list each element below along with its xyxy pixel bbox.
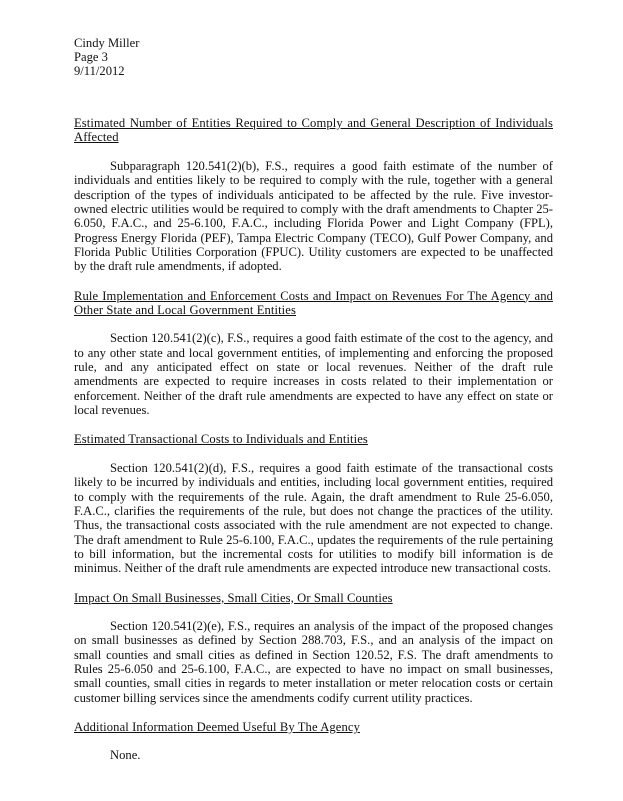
recipient-name: Cindy Miller (74, 36, 140, 50)
section-title: Impact On Small Businesses, Small Cities, Or Small Counties (74, 590, 393, 605)
section-title: Estimated Number of Entities Required to Comply and General Description of Individuals Affected (74, 116, 553, 145)
section-transactional-costs (74, 432, 553, 575)
section-body: None. (110, 748, 141, 763)
section-title: Rule Implementation and Enforcement Costs and Impact on Revenues For The Agency and Other State and Local Government Entities (74, 288, 553, 317)
section-title: Additional Information Deemed Useful By The Agency (74, 720, 360, 735)
page-number: Page 3 (74, 50, 108, 64)
section-body: Section 120.541(2)(c), F.S., requires a good faith estimate of the cost to the agency, and to any other state and local government entities, of implementing and enforcing the proposed rule, and any anticipated effect on state or local revenues. Neither of the draft rule amendments are expected to require increases in costs related to their implementation or enforcement. Neither of the draft rule amendments are expected to have any effect on state or local revenues. (74, 331, 553, 418)
section-implementation-costs (74, 289, 553, 418)
section-title: Estimated Transactional Costs to Individuals and Entities (74, 432, 368, 447)
section-body: Section 120.541(2)(e), F.S., requires an analysis of the impact of the proposed changes on small businesses as defined by Section 288.703, F.S., and an analysis of the impact on small counties and small cities as defined in Section 120.52, F.S. The draft amendments to Rules 25-6.050 and 25-6.100, F.A.C., are expected to have no impact on small businesses, small counties, small cities in regards to meter installation or meter relocation costs or certain customer billing services since the amendments codify current utility practices. (74, 619, 553, 705)
letter-header (74, 36, 553, 78)
section-small-business-impact (74, 591, 553, 705)
section-additional-information (74, 720, 553, 763)
section-entities (74, 116, 553, 274)
letter-date: 9/11/2012 (74, 64, 125, 78)
section-body: Section 120.541(2)(d), F.S., requires a good faith estimate of the transactional costs likely to be incurred by individuals and entities, including local government entities, required to comply with the requirements of the rule. Again, the draft amendment to Rule 25-6.050, F.A.C., clarifies the requirements of the rule, but does not change the practices of the utility. Thus, the transactional costs associated with the rule amendment are not expected to change. The draft amendment to Rule 25-6.100, F.A.C., updates the requirements of the rule pertaining to bill information, but the incremental costs for utilities to modify bill information is de minimus. Neither of the draft rule amendments are expected introduce new transactional costs. (74, 460, 553, 576)
section-body: Subparagraph 120.541(2)(b), F.S., requires a good faith estimate of the number of individuals and entities likely to be required to comply with the rule, together with a general description of the types of individuals anticipated to be affected by the rule. Five investor-owned electric utilities would be required to comply with the draft amendments to Chapter 25-6.050, F.A.C., and 25-6.100, F.A.C., including Florida Power and Light Company (FPL), Progress Energy Florida (PEF), Tampa Electric Company (TECO), Gulf Power Company, and Florida Public Utilities Corporation (FPUC). Utility customers are expected to be unaffected by the draft rule amendments, if adopted. (74, 158, 553, 274)
